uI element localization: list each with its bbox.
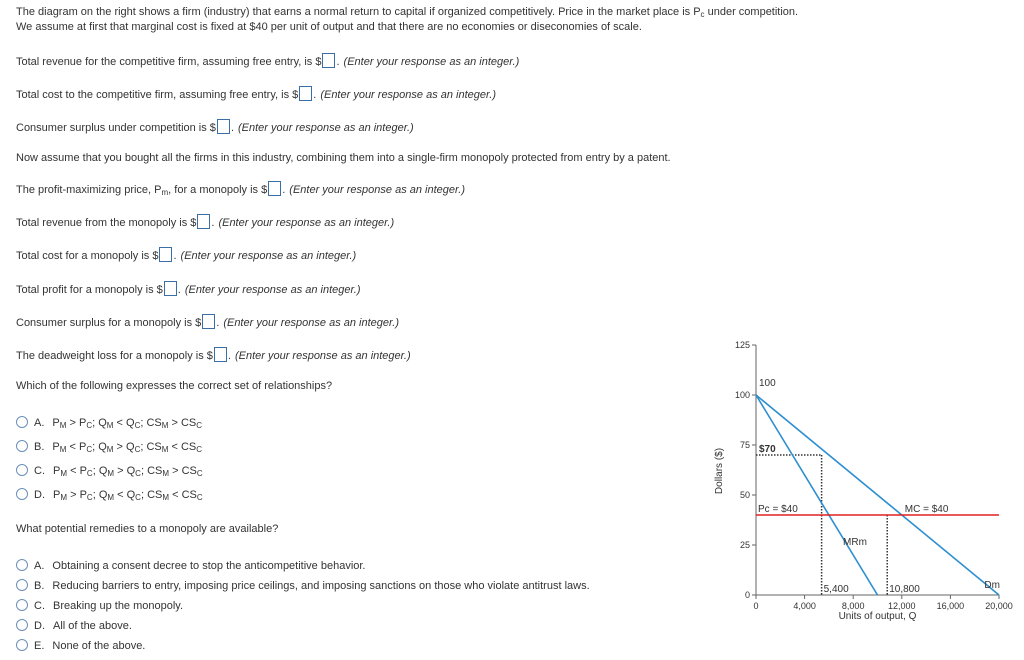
chart-annotation: $70 bbox=[759, 444, 776, 455]
answer-box-monopoly-cs[interactable] bbox=[202, 314, 215, 329]
answer-box-deadweight-loss[interactable] bbox=[214, 347, 227, 362]
option-text: Reducing barriers to entry, imposing price ceilings, and imposing sanctions on those who violate antitrust laws. bbox=[52, 580, 590, 592]
answer-box-monopoly-profit[interactable] bbox=[164, 281, 177, 296]
option-letter: C. bbox=[34, 600, 45, 612]
question-deadweight-loss: The deadweight loss for a monopoly is $ . (Enter your response as an integer.) bbox=[16, 347, 411, 364]
x-tick-label: 8,000 bbox=[841, 601, 865, 611]
option-letter: A. bbox=[34, 417, 45, 429]
remedy-option[interactable] bbox=[16, 598, 183, 614]
chart-annotation: Dm bbox=[984, 580, 1000, 591]
answer-box-cs-competition[interactable] bbox=[217, 119, 230, 134]
relationship-option[interactable] bbox=[16, 463, 203, 479]
x-tick-label: 20,000 bbox=[985, 601, 1013, 611]
x-tick-label: 4,000 bbox=[793, 601, 816, 611]
question-monopoly-revenue: Total revenue from the monopoly is $ . (Enter your response as an integer.) bbox=[16, 214, 394, 231]
option-text: $P_M < P_C$; $Q_M > Q_C$; $CS_M > CS_C$ bbox=[53, 465, 203, 478]
chart-annotation: 5,400 bbox=[823, 584, 849, 595]
series-line-dm bbox=[756, 395, 999, 595]
answer-box-competitive-cost[interactable] bbox=[299, 86, 312, 101]
question-relationships: Which of the following expresses the correct set of relationships? bbox=[16, 380, 333, 392]
option-letter: D. bbox=[34, 620, 45, 632]
y-tick-label: 25 bbox=[739, 540, 750, 550]
chart-annotation: MRm bbox=[843, 537, 867, 548]
monopoly-chart bbox=[700, 330, 1020, 660]
answer-box-monopoly-cost[interactable] bbox=[159, 247, 172, 262]
option-text: $P_M > P_C$; $Q_M < Q_C$; $CS_M < CS_C$ bbox=[53, 489, 203, 502]
question-monopoly-profit: Total profit for a monopoly is $ . (Enter your response as an integer.) bbox=[16, 281, 361, 298]
y-axis-label: Dollars ($) bbox=[714, 447, 725, 495]
series-line-mrm bbox=[756, 395, 878, 595]
radio-button[interactable] bbox=[16, 464, 28, 476]
question-remedies: What potential remedies to a monopoly are available? bbox=[16, 523, 279, 535]
radio-button[interactable] bbox=[16, 639, 28, 651]
x-axis-label: Units of output, Q bbox=[838, 611, 917, 622]
radio-button[interactable] bbox=[16, 599, 28, 611]
y-tick-label: 50 bbox=[739, 490, 750, 500]
question-monopoly-price: The profit-maximizing price, $P_m$, for a monopoly is $ . (Enter your response as an integer.) bbox=[16, 181, 465, 198]
answer-box-competitive-revenue[interactable] bbox=[322, 53, 335, 68]
intro-line-2: We assume at first that marginal cost is fixed at $40 per unit of output and that there are no economies or diseconomies of scale. bbox=[16, 21, 642, 33]
option-letter: D. bbox=[34, 489, 45, 501]
option-letter: E. bbox=[34, 640, 45, 652]
option-letter: C. bbox=[34, 465, 45, 477]
option-letter: A. bbox=[34, 560, 45, 572]
option-letter: B. bbox=[34, 580, 45, 592]
option-text: Breaking up the monopoly. bbox=[53, 600, 184, 612]
y-tick-label: 0 bbox=[744, 590, 750, 600]
intro-line-1: The diagram on the right shows a firm (industry) that earns a normal return to capital if organized competitively. Price in the market place is $P_c$ under competition. bbox=[16, 6, 799, 19]
chart-annotation: 10,800 bbox=[889, 584, 920, 595]
option-text: Obtaining a consent decree to stop the anticompetitive behavior. bbox=[52, 560, 366, 572]
option-text: None of the above. bbox=[52, 640, 146, 652]
option-text: $P_M > P_C$; $Q_M < Q_C$; $CS_M > CS_C$ bbox=[52, 417, 203, 430]
radio-button[interactable] bbox=[16, 579, 28, 591]
answer-box-monopoly-price[interactable] bbox=[268, 181, 281, 196]
option-text: All of the above. bbox=[53, 620, 132, 632]
x-tick-label: 0 bbox=[753, 601, 759, 611]
question-consumer-surplus-competition: Consumer surplus under competition is $ . (Enter your response as an integer.) bbox=[16, 119, 414, 136]
x-tick-label: 16,000 bbox=[936, 601, 965, 611]
question-competitive-revenue: Total revenue for the competitive firm, assuming free entry, is $ . (Enter your response as an integer.) bbox=[16, 53, 519, 70]
x-tick-label: 12,000 bbox=[888, 601, 916, 611]
relationship-option[interactable] bbox=[16, 487, 203, 503]
chart-annotation: Pc = $40 bbox=[758, 504, 798, 515]
answer-box-monopoly-revenue[interactable] bbox=[197, 214, 210, 229]
y-tick-label: 75 bbox=[739, 440, 750, 450]
y-tick-label: 125 bbox=[734, 340, 750, 350]
radio-button[interactable] bbox=[16, 488, 28, 500]
chart-annotation: MC = $40 bbox=[904, 504, 949, 515]
remedy-option[interactable] bbox=[16, 618, 132, 634]
radio-button[interactable] bbox=[16, 559, 28, 571]
question-monopoly-cost: Total cost for a monopoly is $ . (Enter your response as an integer.) bbox=[16, 247, 356, 264]
monopoly-intro: Now assume that you bought all the firms in this industry, combining them into a single-firm monopoly protected from entry by a patent. bbox=[16, 152, 671, 164]
remedy-option[interactable] bbox=[16, 638, 145, 654]
radio-button[interactable] bbox=[16, 619, 28, 631]
question-monopoly-consumer-surplus: Consumer surplus for a monopoly is $ . (Enter your response as an integer.) bbox=[16, 314, 399, 331]
relationship-option[interactable] bbox=[16, 415, 202, 431]
remedy-option[interactable] bbox=[16, 578, 590, 594]
radio-button[interactable] bbox=[16, 440, 28, 452]
radio-button[interactable] bbox=[16, 416, 28, 428]
question-competitive-cost: Total cost to the competitive firm, assuming free entry, is $ . (Enter your response as an integer.) bbox=[16, 86, 496, 103]
y-tick-label: 100 bbox=[734, 390, 750, 400]
intro-text bbox=[16, 5, 1006, 35]
chart-annotation: 100 bbox=[759, 378, 776, 389]
remedy-option[interactable] bbox=[16, 558, 366, 574]
option-letter: B. bbox=[34, 441, 45, 453]
relationship-option[interactable] bbox=[16, 439, 202, 455]
option-text: $P_M < P_C$; $Q_M > Q_C$; $CS_M < CS_C$ bbox=[52, 441, 203, 454]
